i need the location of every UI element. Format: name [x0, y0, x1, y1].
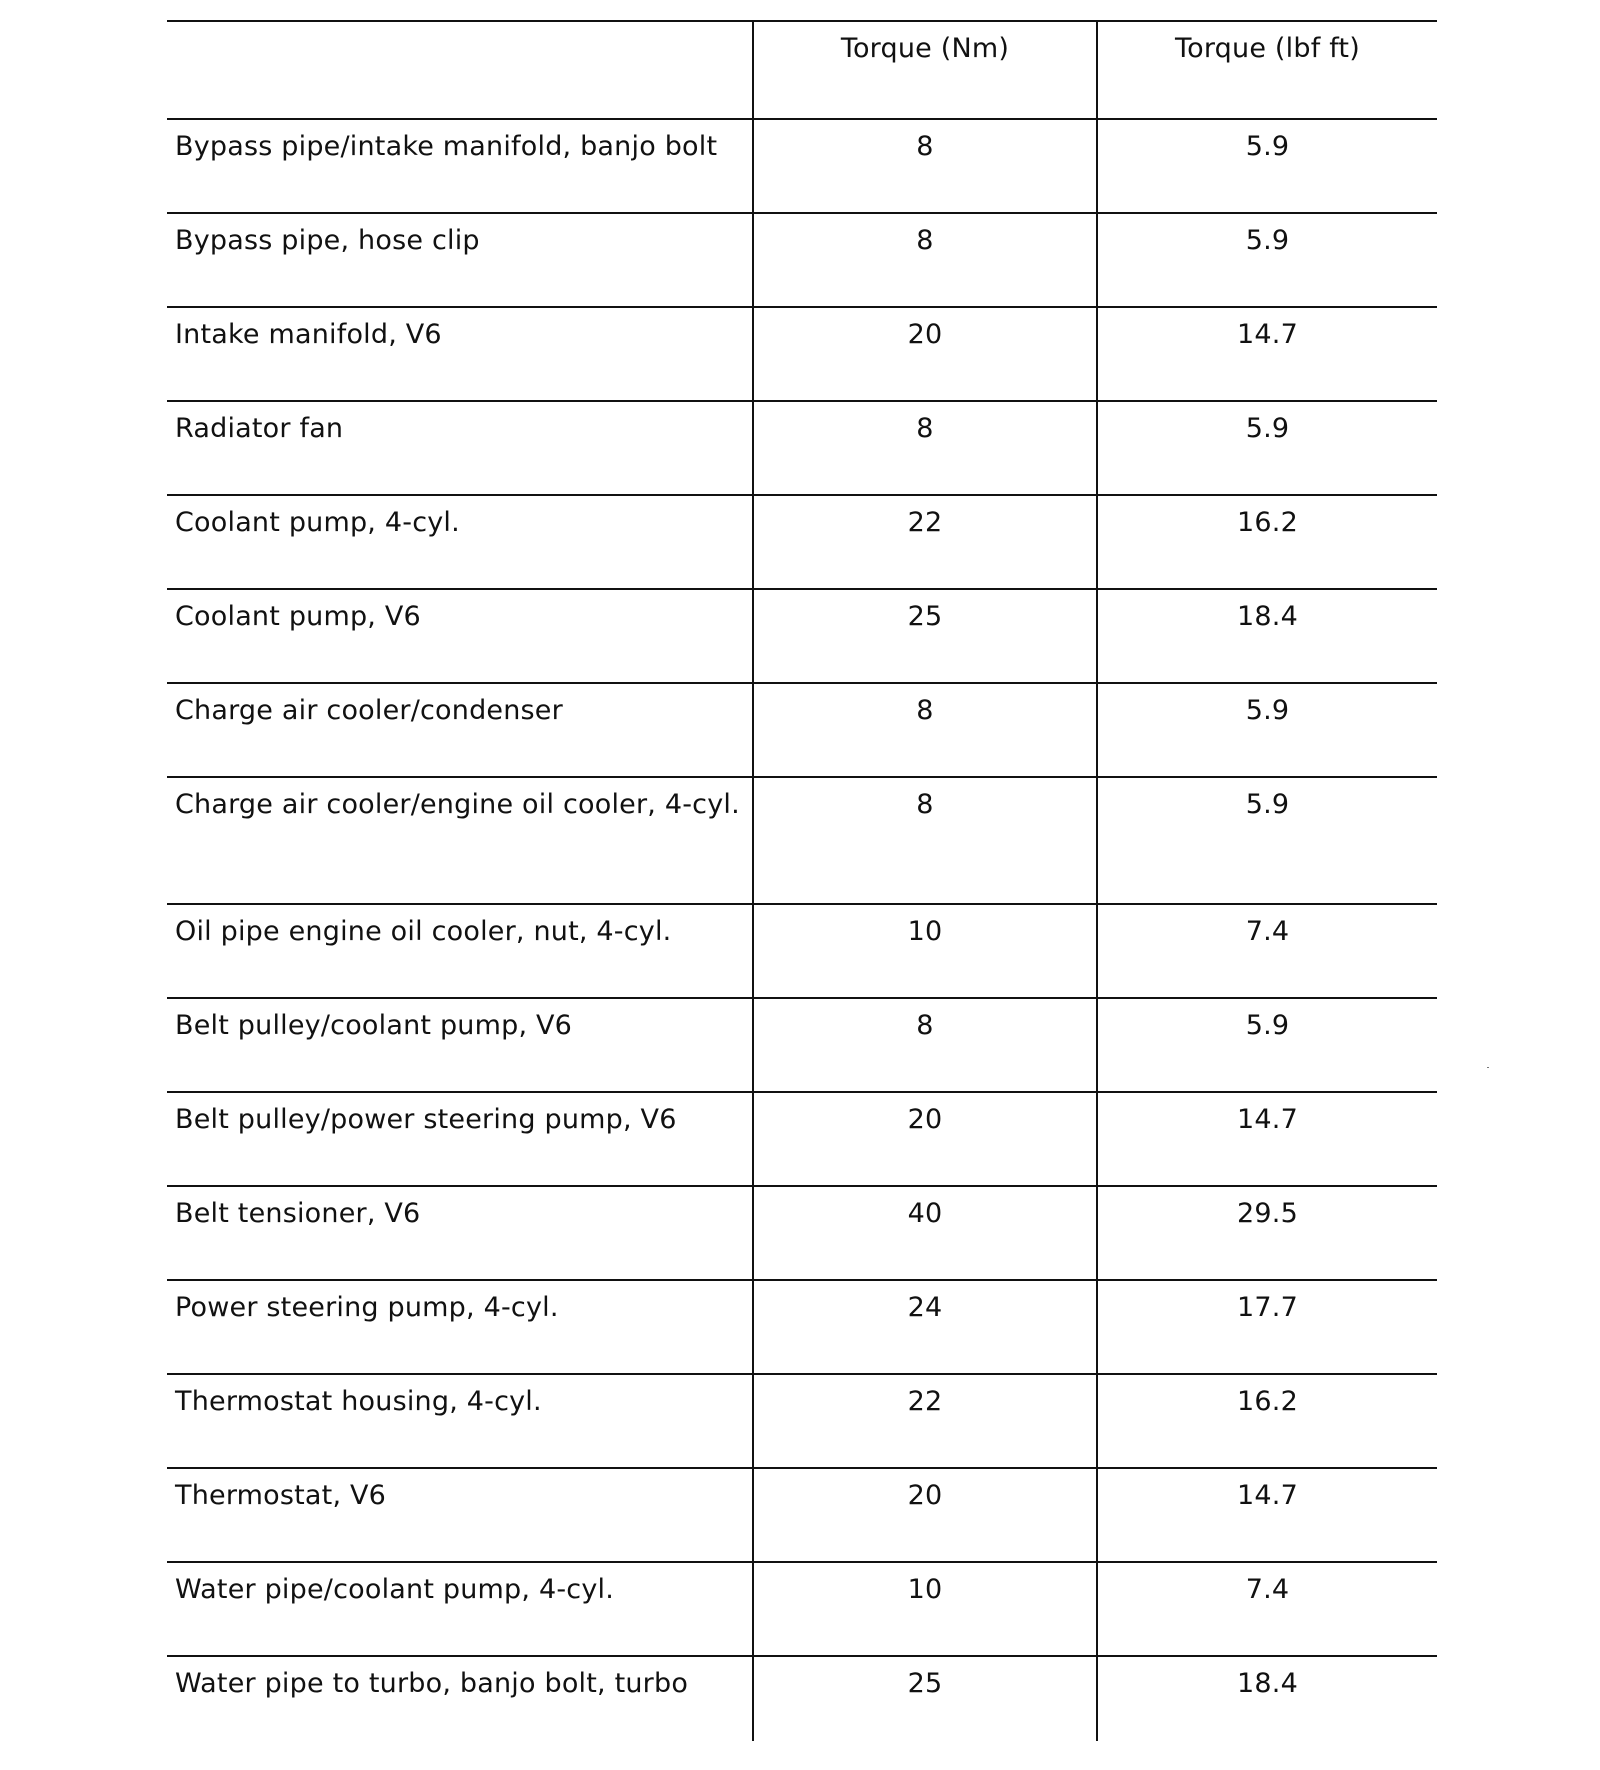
torque-lbf-cell: 5.9: [1097, 998, 1437, 1092]
torque-nm-cell: 8: [753, 998, 1097, 1092]
torque-lbf-cell: 5.9: [1097, 213, 1437, 307]
table-row: [167, 777, 1437, 904]
header-torque-nm: Torque (Nm): [753, 21, 1097, 119]
component-cell: Thermostat housing, 4-cyl.: [167, 1374, 753, 1468]
header-row: [167, 21, 1437, 119]
torque-lbf-cell: 16.2: [1097, 1374, 1437, 1468]
torque-lbf-cell: 14.7: [1097, 307, 1437, 401]
torque-lbf-cell: 16.2: [1097, 495, 1437, 589]
scan-speck: [1487, 1067, 1489, 1068]
component-cell: Belt pulley/power steering pump, V6: [167, 1092, 753, 1186]
component-cell: Belt tensioner, V6: [167, 1186, 753, 1280]
table-row: [167, 307, 1437, 401]
component-cell: Water pipe to turbo, banjo bolt, turbo: [167, 1656, 753, 1741]
table-row: [167, 495, 1437, 589]
torque-lbf-cell: 14.7: [1097, 1092, 1437, 1186]
torque-nm-cell: 8: [753, 213, 1097, 307]
component-cell: Bypass pipe, hose clip: [167, 213, 753, 307]
table-row: [167, 998, 1437, 1092]
component-cell: Coolant pump, 4-cyl.: [167, 495, 753, 589]
component-cell: Oil pipe engine oil cooler, nut, 4-cyl.: [167, 904, 753, 998]
table-row: [167, 1280, 1437, 1374]
component-cell: Radiator fan: [167, 401, 753, 495]
component-cell: Charge air cooler/engine oil cooler, 4-cyl.: [167, 777, 753, 904]
header-component: [167, 21, 753, 119]
torque-nm-cell: 10: [753, 904, 1097, 998]
torque-lbf-cell: 5.9: [1097, 401, 1437, 495]
table-row: [167, 401, 1437, 495]
component-cell: Water pipe/coolant pump, 4-cyl.: [167, 1562, 753, 1656]
torque-nm-cell: 8: [753, 119, 1097, 213]
component-cell: Belt pulley/coolant pump, V6: [167, 998, 753, 1092]
torque-nm-cell: 22: [753, 495, 1097, 589]
torque-nm-cell: 8: [753, 777, 1097, 904]
table-row: [167, 1374, 1437, 1468]
table-row: [167, 1656, 1437, 1741]
torque-lbf-cell: 18.4: [1097, 1656, 1437, 1741]
table-row: [167, 1468, 1437, 1562]
table-row: [167, 1092, 1437, 1186]
header-torque-lbf: Torque (lbf ft): [1097, 21, 1437, 119]
torque-lbf-cell: 5.9: [1097, 119, 1437, 213]
component-cell: Intake manifold, V6: [167, 307, 753, 401]
table-row: [167, 1186, 1437, 1280]
component-cell: Thermostat, V6: [167, 1468, 753, 1562]
torque-nm-cell: 20: [753, 1468, 1097, 1562]
table-row: [167, 683, 1437, 777]
torque-lbf-cell: 18.4: [1097, 589, 1437, 683]
torque-nm-cell: 10: [753, 1562, 1097, 1656]
torque-nm-cell: 20: [753, 1092, 1097, 1186]
table-row: [167, 1562, 1437, 1656]
torque-nm-cell: 8: [753, 401, 1097, 495]
torque-lbf-cell: 7.4: [1097, 904, 1437, 998]
torque-spec-table: [167, 20, 1437, 1741]
table-row: [167, 119, 1437, 213]
torque-lbf-cell: 29.5: [1097, 1186, 1437, 1280]
torque-nm-cell: 20: [753, 307, 1097, 401]
torque-lbf-cell: 14.7: [1097, 1468, 1437, 1562]
torque-nm-cell: 24: [753, 1280, 1097, 1374]
torque-lbf-cell: 5.9: [1097, 777, 1437, 904]
table-row: [167, 904, 1437, 998]
component-cell: Coolant pump, V6: [167, 589, 753, 683]
torque-lbf-cell: 7.4: [1097, 1562, 1437, 1656]
torque-lbf-cell: 5.9: [1097, 683, 1437, 777]
torque-nm-cell: 25: [753, 1656, 1097, 1741]
torque-nm-cell: 22: [753, 1374, 1097, 1468]
component-cell: Power steering pump, 4-cyl.: [167, 1280, 753, 1374]
torque-lbf-cell: 17.7: [1097, 1280, 1437, 1374]
table-row: [167, 589, 1437, 683]
torque-nm-cell: 8: [753, 683, 1097, 777]
component-cell: Charge air cooler/condenser: [167, 683, 753, 777]
table-row: [167, 213, 1437, 307]
component-cell: Bypass pipe/intake manifold, banjo bolt: [167, 119, 753, 213]
torque-nm-cell: 25: [753, 589, 1097, 683]
torque-nm-cell: 40: [753, 1186, 1097, 1280]
